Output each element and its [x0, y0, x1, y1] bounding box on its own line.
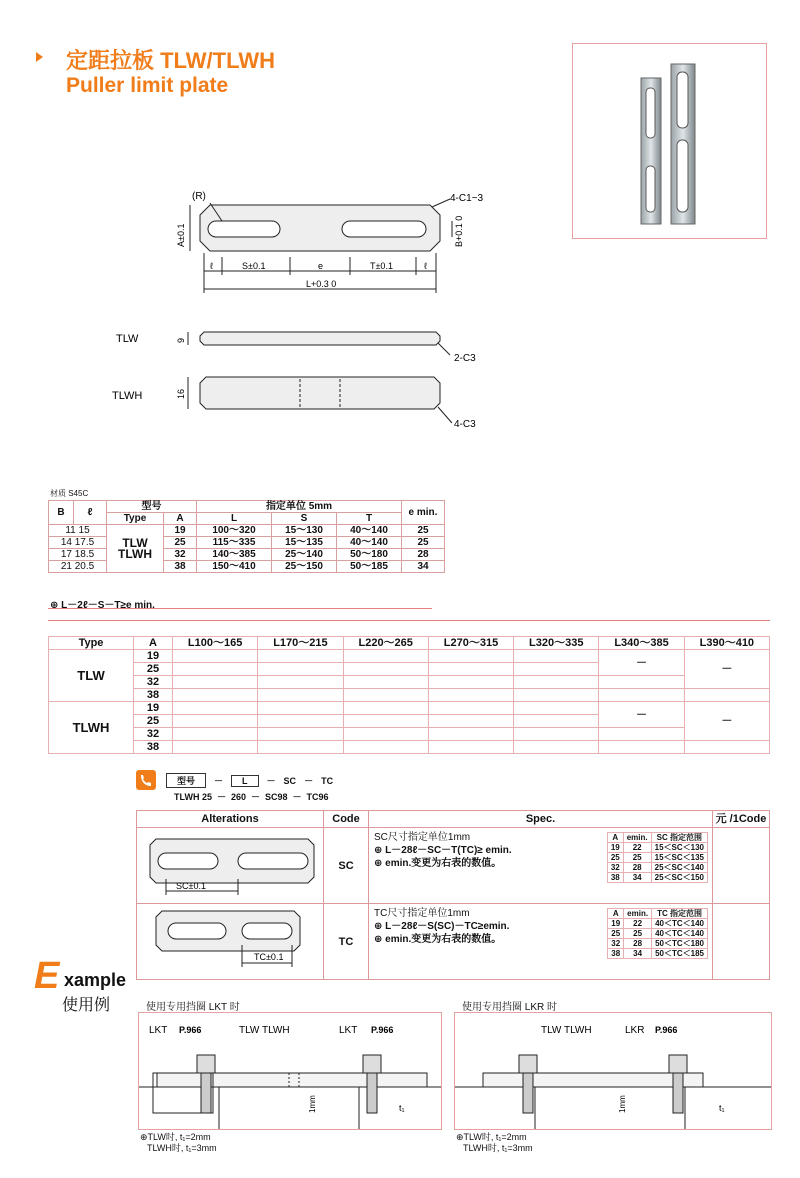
- note-icon: ⊕: [374, 845, 386, 856]
- svg-text:TLW TLWH: TLW TLWH: [541, 1025, 592, 1036]
- svg-text:LKR: LKR: [625, 1025, 645, 1036]
- example-title-cn: 使用例: [62, 997, 111, 1014]
- l-total-label: L+0.3 0: [306, 279, 337, 289]
- price-table: Type A L100～165 L170～215 L220～265 L270～315 L320～335 L340～385 L390～410 TLW 19 － － 25 32 38 TLWH 19 － － 25 32 38: [48, 636, 770, 754]
- note-icon: ⊕: [374, 921, 386, 932]
- l-small-right: ℓ: [424, 261, 427, 271]
- col-a: A: [164, 513, 197, 525]
- tc-row: TC±0.1 TC TC尺寸指定单位1mm ⊕ L－28ℓ－S(SC)－TC≥emin. ⊕ emin.变更为右表的数值。 A emin. TC 指定范围 19 22 40＜TC＜140 25 25 40＜TC＜140 32 28 50＜TC＜180 38 34 50＜TC＜185: [137, 904, 770, 980]
- example-left-drawing: [139, 1013, 441, 1129]
- l-small-left: ℓ: [210, 261, 213, 271]
- example-left-title: 使用专用挡圈 LKT 时: [146, 1002, 240, 1013]
- table-row: 11 15 TLW TLWH 19 100～320 15～130 40～140 25: [49, 525, 445, 537]
- sc-drawing: [138, 829, 322, 899]
- note-icon: ⊕: [50, 600, 62, 611]
- spec-note: ⊕ L－2ℓ－S－T≥e min.: [50, 600, 155, 611]
- svg-text:P.966: P.966: [655, 1025, 678, 1035]
- table-row: 32: [49, 728, 770, 741]
- col-e: e min.: [402, 501, 445, 525]
- svg-text:LKT: LKT: [149, 1025, 168, 1036]
- svg-text:t₁: t₁: [719, 1103, 725, 1113]
- a-label: A±0.1: [176, 223, 186, 247]
- table-row: TLWH 19 － －: [49, 702, 770, 715]
- e-label: e: [318, 261, 324, 271]
- svg-text:P.966: P.966: [179, 1025, 202, 1035]
- page-title-en: Puller limit plate: [66, 74, 229, 97]
- order-example: TLWH 25 － 260 － SC98 － TC96: [174, 792, 329, 802]
- table-row: 25: [49, 663, 770, 676]
- plate-photo-icon: [573, 44, 766, 238]
- tlwh-label: TLWH: [112, 390, 143, 402]
- table-row: 25: [49, 715, 770, 728]
- sc-row: SC±0.1 SC SC尺寸指定单位1mm ⊕ L－28ℓ－SC－T(TC)≥ emin. ⊕ emin.变更为右表的数值。 A emin. SC 指定范围 19 22 15＜SC＜130 25 25 15＜SC＜135 32 28 25＜SC＜140 38 34 25＜SC＜150: [137, 828, 770, 904]
- table-row: 17 18.5 32 140～385 25～140 50～180 28: [49, 549, 445, 561]
- col-l: ℓ: [74, 501, 107, 525]
- material-label: 材质 S45C: [50, 489, 89, 498]
- svg-text:TC±0.1: TC±0.1: [254, 952, 284, 962]
- table-row: 32: [49, 676, 770, 689]
- example-left-box: [138, 1012, 442, 1130]
- page-title-cn: 定距拉板 TLW/TLWH: [66, 48, 275, 73]
- tlw-label: TLW: [116, 333, 139, 345]
- example-right-title: 使用专用挡圈 LKR 时: [462, 1002, 558, 1013]
- note-icon: ⊕: [456, 1132, 464, 1142]
- table-row: 38: [49, 689, 770, 702]
- c3-label-b: 4-C3: [454, 419, 476, 430]
- col-b: B: [49, 501, 74, 525]
- col-model: 型号: [107, 501, 197, 513]
- table-row: 21 20.5 38 150～410 25～150 50～185 34: [49, 561, 445, 573]
- note-icon: ⊕: [374, 934, 386, 945]
- table-row: 14 17.5 25 115～335 15～135 40～140 25: [49, 537, 445, 549]
- table-row: TLW 19 － －: [49, 650, 770, 663]
- title-arrow-icon: [36, 52, 43, 62]
- order-code-format: 型号 － L － SC － TC: [166, 773, 333, 788]
- alterations-table: Alterations Code Spec. 元 /1Code SC±0.1 SC SC尺寸指定单位1mm ⊕ L－28ℓ－SC－T(TC)≥ emin. ⊕ emin.变更为右表的数值。 A emin. SC 指定范围 19 22 15＜SC＜130 25 25 15＜SC＜135 32 28 25＜SC＜140 38 34 25＜SC＜150 TC±0.1 TC TC尺寸指定单位1mm ⊕ L－28ℓ－S(SC)－TC≥emin. ⊕ emin.变更为右表的数值。 A emin. TC 指定范围 19 22 40＜TC＜140 25 25 40＜TC＜140 32 28 50＜TC＜180 38 34 50＜TC＜185: [136, 810, 770, 980]
- spec-table: [48, 500, 445, 573]
- tlwh-height: 16: [176, 388, 186, 399]
- example-left-notes: ⊕TLW时, t₁=2mm TLWH时, t₁=3mm: [140, 1132, 217, 1153]
- col-T: T: [337, 513, 402, 525]
- col-S: S: [272, 513, 337, 525]
- type-cell: TLW TLWH: [107, 525, 164, 573]
- note-icon: ⊕: [374, 858, 386, 869]
- col-unit: 指定单位 5mm: [197, 501, 402, 513]
- t-label: T±0.1: [370, 261, 393, 271]
- svg-text:1mm: 1mm: [308, 1095, 317, 1113]
- svg-text:t₁: t₁: [399, 1103, 405, 1113]
- tc-drawing: [138, 905, 322, 975]
- c3-label-a: 2-C3: [454, 353, 476, 364]
- c1-label: 4-C1~3: [450, 193, 484, 204]
- s-label: S±0.1: [242, 261, 266, 271]
- phone-icon: [136, 770, 156, 790]
- svg-text:1mm: 1mm: [618, 1095, 627, 1113]
- svg-text:P.966: P.966: [371, 1025, 394, 1035]
- tlw-height: 9: [176, 337, 186, 343]
- example-right-box: [454, 1012, 772, 1130]
- note-icon: ⊕: [140, 1132, 148, 1142]
- svg-text:TLW TLWH: TLW TLWH: [239, 1025, 290, 1036]
- example-title-e: E: [34, 955, 60, 997]
- technical-drawing: [100, 185, 520, 435]
- product-photo: [572, 43, 767, 239]
- example-title: xample: [64, 970, 127, 990]
- r-label: (R): [192, 191, 206, 202]
- svg-text:LKT: LKT: [339, 1025, 358, 1036]
- col-L: L: [197, 513, 272, 525]
- svg-text:SC±0.1: SC±0.1: [176, 881, 206, 891]
- example-right-drawing: [455, 1013, 771, 1129]
- col-type: Type: [107, 513, 164, 525]
- example-right-notes: ⊕TLW时, t₁=2mm TLWH时, t₁=3mm: [456, 1132, 533, 1153]
- table-row: 38: [49, 741, 770, 754]
- b-label: B+0.1 0: [454, 215, 464, 247]
